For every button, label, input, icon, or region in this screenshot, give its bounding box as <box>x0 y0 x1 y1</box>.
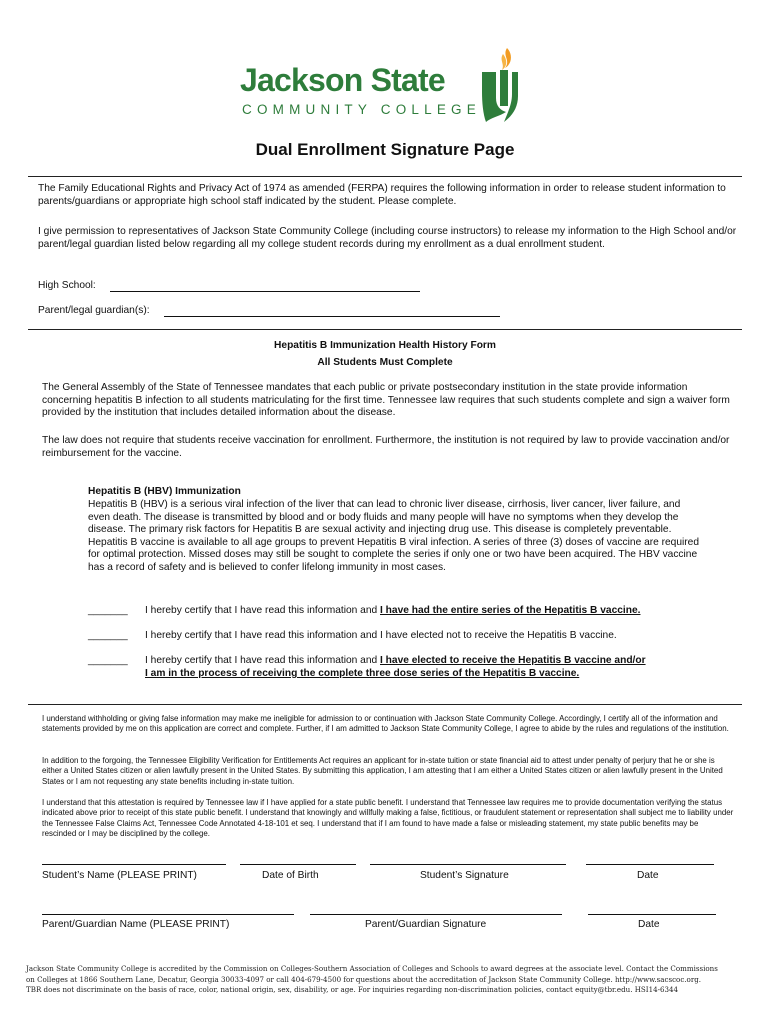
date-line-2[interactable] <box>588 914 716 915</box>
date-line-1[interactable] <box>586 864 714 865</box>
date-label-1: Date <box>637 870 659 881</box>
high-school-field[interactable] <box>110 291 420 292</box>
guardian-field[interactable] <box>164 316 500 317</box>
footer <box>26 964 756 996</box>
hep-para1: The General Assembly of the State of Tennessee mandates that each public or private postsecondary institution in the state provide information concerning hepatitis B infection to all students matriculating for the first time. Tennessee law requires that such students complete and sign a waiver form provided by the institution that includes detailed information about the disease. <box>42 382 730 419</box>
ferpa-intro: The Family Educational Rights and Privacy Act of 1974 as amended (FERPA) requires the following information in order to release student information to parents/guardians or appropriate high school staff indicated by the student. Please complete. <box>38 183 726 207</box>
dob-line[interactable] <box>240 864 356 865</box>
option1-blank[interactable]: _______ <box>88 605 128 616</box>
option3-bold1: I have elected to receive the Hepatitis B vaccine and/or <box>380 655 646 666</box>
ferpa-permission: I give permission to representatives of Jackson State Community College (including course instructors) to release my information to the High School and/or parent/legal guardian listed below regarding all my college student records during my enrollment as a dual enrollment student. <box>38 226 737 250</box>
divider-middle <box>28 329 742 330</box>
option3-plain: I hereby certify that I have read this information and <box>145 655 381 666</box>
option1-bold: I have had the entire series of the Hepatitis B vaccine. <box>380 605 641 616</box>
option2-text: I hereby certify that I have read this information and I have elected not to receive the Hepatitis B vaccine. <box>145 630 617 641</box>
guardian-name-label: Parent/Guardian Name (PLEASE PRINT) <box>42 919 230 930</box>
student-name-line[interactable] <box>42 864 226 865</box>
student-signature-line[interactable] <box>370 864 566 865</box>
student-signature-label: Student’s Signature <box>420 870 509 881</box>
footer-line1: Jackson State Community College is accredited by the Commission on Colleges-Southern Association of Colleges and Schools to award degrees at the associate level. Contact the Commissions <box>26 964 718 973</box>
hep-heading: Hepatitis B Immunization Health History Form <box>274 340 496 351</box>
page-title: Dual Enrollment Signature Page <box>255 140 515 159</box>
dob-label: Date of Birth <box>262 870 319 881</box>
option3-blank[interactable]: _______ <box>88 655 128 666</box>
legal-para2: In addition to the forgoing, the Tennessee Eligibility Verification for Entitlements Act requires an applicant for in-state tuition or state financial aid to attest under penalty of perjury that he or she is either a United States citizen or alien lawfully present in the United States. By submitting this application, I am attesting that I am either a United States citizen or alien lawfully present in the United States or I am not requesting any state benefits including in-state tuition. <box>42 756 723 786</box>
footer-line2: on Colleges at 1866 Southern Lane, Decatur, Georgia 30033-4097 or call 404-679-4500 for questions about the accreditation of Jackson State Community College. http://www.sacscoc.org. <box>26 974 702 984</box>
option3-text <box>145 655 735 668</box>
guardian-signature-line[interactable] <box>310 914 562 915</box>
footer-line3: TBR does not discriminate on the basis of race, color, national origin, sex, disability, or age. For inquiries regarding non-discrimination policies, contact equity@tbr.edu. HSI14-6344 <box>26 985 679 995</box>
logo-wordmark: Jackson State <box>240 62 445 98</box>
torch-shield-icon <box>478 46 522 126</box>
hep-para2: The law does not require that students receive vaccination for enrollment. Furthermore, the institution is not required by law to provide vaccination and/or reimbursement for the vaccine. <box>42 435 730 459</box>
option3-bold2: I am in the process of receiving the complete three dose series of the Hepatitis B vaccine. <box>145 668 580 679</box>
divider-lower <box>28 704 742 705</box>
hep-subheading: All Students Must Complete <box>317 357 453 368</box>
hbv-body: Hepatitis B (HBV) is a serious viral infection of the liver that can lead to chronic liver disease, cirrhosis, liver cancer, liver failure, and even death. The disease is transmitted by blood and or body fluids and many people will have no symptoms when they develop the disease. The primary risk factors for Hepatitis B are sexual activity and injecting drug use. This disease is completely preventable. Hepatitis B vaccine is available to all age groups to prevent Hepatitis B viral infection. A series of three (3) doses of vaccine are required for optimal protection. Missed doses may still be sought to complete the series if only one or two have been acquired. The HBV vaccine has a record of safety and is believed to confer lifelong immunity in most cases. <box>88 499 700 573</box>
option2-blank[interactable]: _______ <box>88 630 128 641</box>
guardian-label: Parent/legal guardian(s): <box>38 305 150 316</box>
divider-top <box>28 176 742 177</box>
logo-subtitle: COMMUNITY COLLEGE <box>242 102 481 117</box>
guardian-signature-label: Parent/Guardian Signature <box>365 919 487 930</box>
legal-para3: I understand that this attestation is required by Tennessee law if I have applied for a state public benefit. I understand that Tennessee law requires me to provide documentation verifying the status indicated above prior to receipt of this state public benefit. I understand that knowingly and willfully making a false, fictitious, or fraudulent statement or representation shall subject me to liability under the Tennessee False Claims Act, Tennessee Code Annotated 4-18-101 et seq. I understand that if I am found to have made a false or misleading statement, my state public benefits may be rescinded or I may be disciplined by the college. <box>42 798 734 839</box>
legal-para1: I understand withholding or giving false information may make me ineligible for admission to or continuation with Jackson State Community College. Accordingly, I certify all of the information and statements provided by me on this application are correct and complete. Further, if I am admitted to Jackson State Community College, I agree to abide by the rules and regulations of the institution. <box>42 714 729 734</box>
hbv-title: Hepatitis B (HBV) Immunization <box>88 486 241 497</box>
student-name-label: Student’s Name (PLEASE PRINT) <box>42 870 197 881</box>
guardian-name-line[interactable] <box>42 914 294 915</box>
option1-text <box>145 605 725 618</box>
college-logo <box>240 62 530 126</box>
option1-plain: I hereby certify that I have read this information and <box>145 605 381 616</box>
high-school-label: High School: <box>38 280 96 291</box>
date-label-2: Date <box>638 919 660 930</box>
